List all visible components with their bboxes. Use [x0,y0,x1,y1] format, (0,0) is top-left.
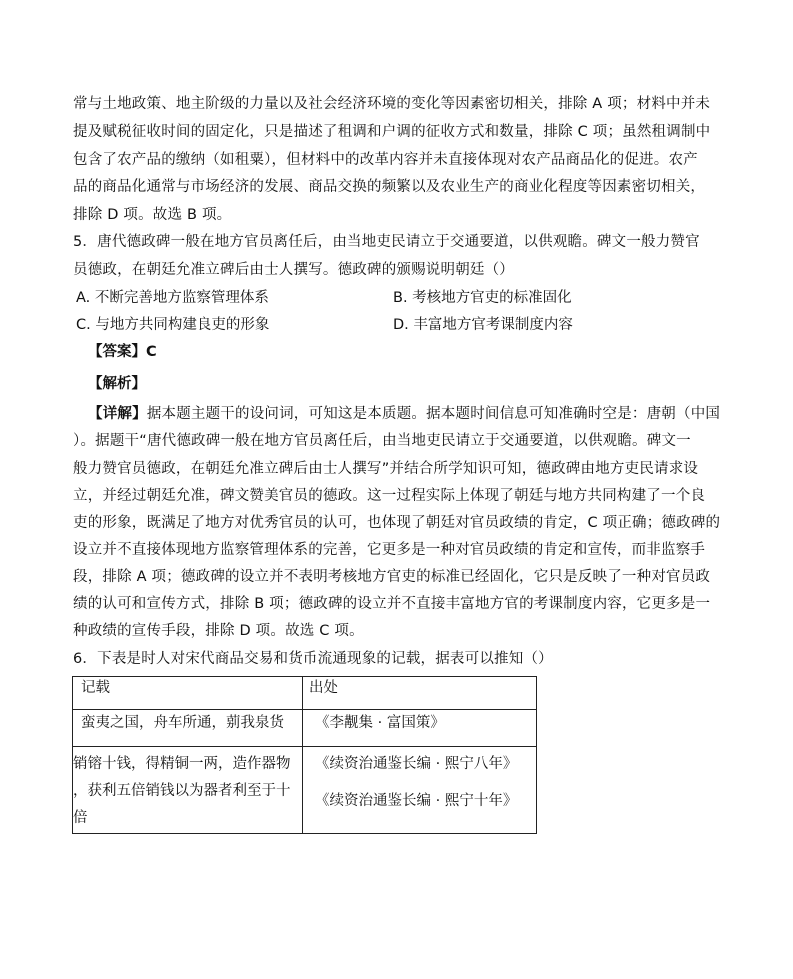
table-cell-source: 《李觏集 · 富国策》 [303,710,537,747]
answer-value: C [146,344,157,360]
q5-detail-line: 绩的认可和宣传方式，排除 B 项；德政碑的设立并不直接丰富地方官的考课制度内容，它更多是一 [73,596,711,612]
table-header-row [73,677,537,710]
analysis-label: 【解析】 [88,376,146,392]
q6-table [72,676,537,834]
table-cell-record: 销镕十钱，得精铜一两，造作器物 ，获利五倍销钱以为器者利至于十 倍 [73,747,303,834]
prev-explanation-line: 包含了农产品的缴纳（如租粟），但材料中的改革内容并未直接体现对农产品商品化的促进。农产 [73,152,698,168]
prev-explanation-line: 排除 D 项。故选 B 项。 [73,207,232,223]
table-header-record: 记载 [73,677,303,710]
answer-label: 【答案】 [88,344,146,360]
table-row [73,747,537,834]
q5-detail-line: 般力赞官员德政，在朝廷允准立碑后由士人撰写”并结合所学知识可知，德政碑由地方吏民请求设 [73,461,699,477]
q5-detail-line: ）。据题干“唐代德政碑一般在地方官员离任后，由当地吏民请立于交通要道，以供观瞻。碑文一 [73,433,691,449]
q5-answer [88,342,157,362]
detail-text: 据本题主题干的设问词，可知这是本质题。据本题时间信息可知准确时空是：唐朝（中国 [146,406,721,422]
table-cell-source: 《续资治通鉴长编 · 熙宁八年》 《续资治通鉴长编 · 熙宁十年》 [303,747,537,834]
prev-explanation-line: 品的商品化通常与市场经济的发展、商品交换的频繁以及农业生产的商业化程度等因素密切相关， [73,179,706,195]
q5-option-d: D. 丰富地方官考课制度内容 [393,317,573,333]
prev-explanation-line: 提及赋税征收时间的固定化，只是描述了租调和户调的征收方式和数量，排除 C 项；虽然租调制中 [73,124,711,140]
q5-option-a: A. 不断完善地方监察管理体系 [76,290,269,306]
q5-detail-line: 吏的形象，既满足了地方对优秀官员的认可，也体现了朝廷对官员政绩的肯定，C 项正确；德政碑的 [73,515,721,531]
q5-option-b: B. 考核地方官吏的标准固化 [393,290,572,306]
q5-detail-line: 种政绩的宣传手段，排除 D 项。故选 C 项。 [73,623,364,639]
q5-detail-line: 段，排除 A 项；德政碑的设立并不表明考核地方官吏的标准已经固化，它只是反映了一种对官员政 [73,569,711,585]
q5-stem-line: 5．唐代德政碑一般在地方官员离任后，由当地吏民请立于交通要道，以供观瞻。碑文一般力赞官 [73,234,700,250]
q5-option-c: C. 与地方共同构建良吏的形象 [76,317,270,333]
table-cell-record: 蛮夷之国，舟车所通，莂我泉货 [73,710,303,747]
detail-label: 【详解】 [88,406,147,422]
q5-detail-line: 立，并经过朝廷允准，碑文赞美官员的德政。这一过程实际上体现了朝廷与地方共同构建了一个良 [73,488,706,504]
table-row [73,710,537,747]
table-header-source: 出处 [303,677,537,710]
q6-stem: 6．下表是时人对宋代商品交易和货币流通现象的记载，据表可以推知（） [73,651,553,667]
q5-detail-first-line [88,404,721,424]
q5-detail-line: 设立并不直接体现地方监察管理体系的完善，它更多是一种对官员政绩的肯定和宣传，而非监察手 [73,542,706,558]
prev-explanation-line: 常与土地政策、地主阶级的力量以及社会经济环境的变化等因素密切相关，排除 A 项；材料中并未 [73,96,711,112]
q5-stem-line: 员德政，在朝廷允准立碑后由士人撰写。德政碑的颁赐说明朝廷（） [73,262,514,278]
